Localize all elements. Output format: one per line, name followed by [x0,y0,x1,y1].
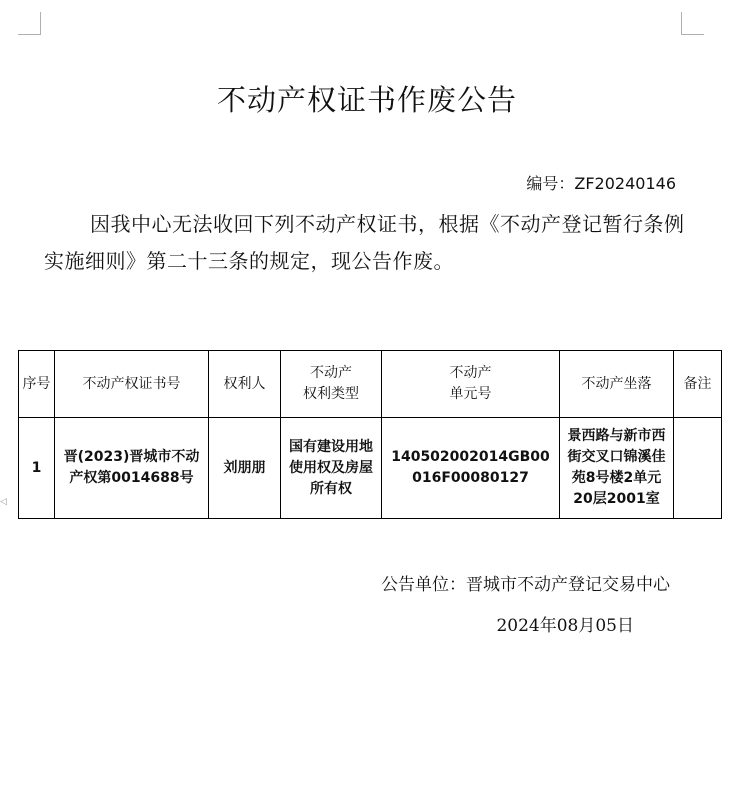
cell-right-type: 国有建设用地使用权及房屋所有权 [281,418,382,519]
cell-certificate-number: 晋(2023)晋城市不动产权第0014688号 [55,418,209,519]
cell-right-holder: 刘朋朋 [209,418,281,519]
document-title: 不动产权证书作废公告 [216,83,517,117]
issue-date: 2024年08月05日 [496,616,634,636]
page-corner-mark-top-right [681,12,704,35]
table-row [19,418,722,519]
header-certificate-number: 不动产权证书号 [55,351,209,418]
page-corner-mark-top-left [18,12,41,35]
cell-location: 景西路与新市西街交叉口锦溪佳苑8号楼2单元20层2001室 [560,418,674,519]
table-header-row [19,351,722,418]
issuing-unit: 公告单位：晋城市不动产登记交易中心 [381,575,670,595]
document-number: 编号：ZF20240146 [526,174,676,193]
cell-unit-number: 140502002014GB00016F00080127 [382,418,560,519]
announcement-body: 因我中心无法收回下列不动产权证书，根据《不动产登记暂行条例实施细则》第二十三条的规定，现公告作废。 [44,212,685,273]
header-serial: 序号 [19,351,55,418]
cell-remarks [674,418,722,519]
paragraph-anchor-icon: ◁ [0,497,7,507]
header-right-holder: 权利人 [209,351,281,418]
header-right-type: 不动产 权利类型 [281,351,382,418]
certificate-table [18,350,722,519]
cell-serial: 1 [19,418,55,519]
header-location: 不动产坐落 [560,351,674,418]
header-remarks: 备注 [674,351,722,418]
header-unit-number: 不动产 单元号 [382,351,560,418]
